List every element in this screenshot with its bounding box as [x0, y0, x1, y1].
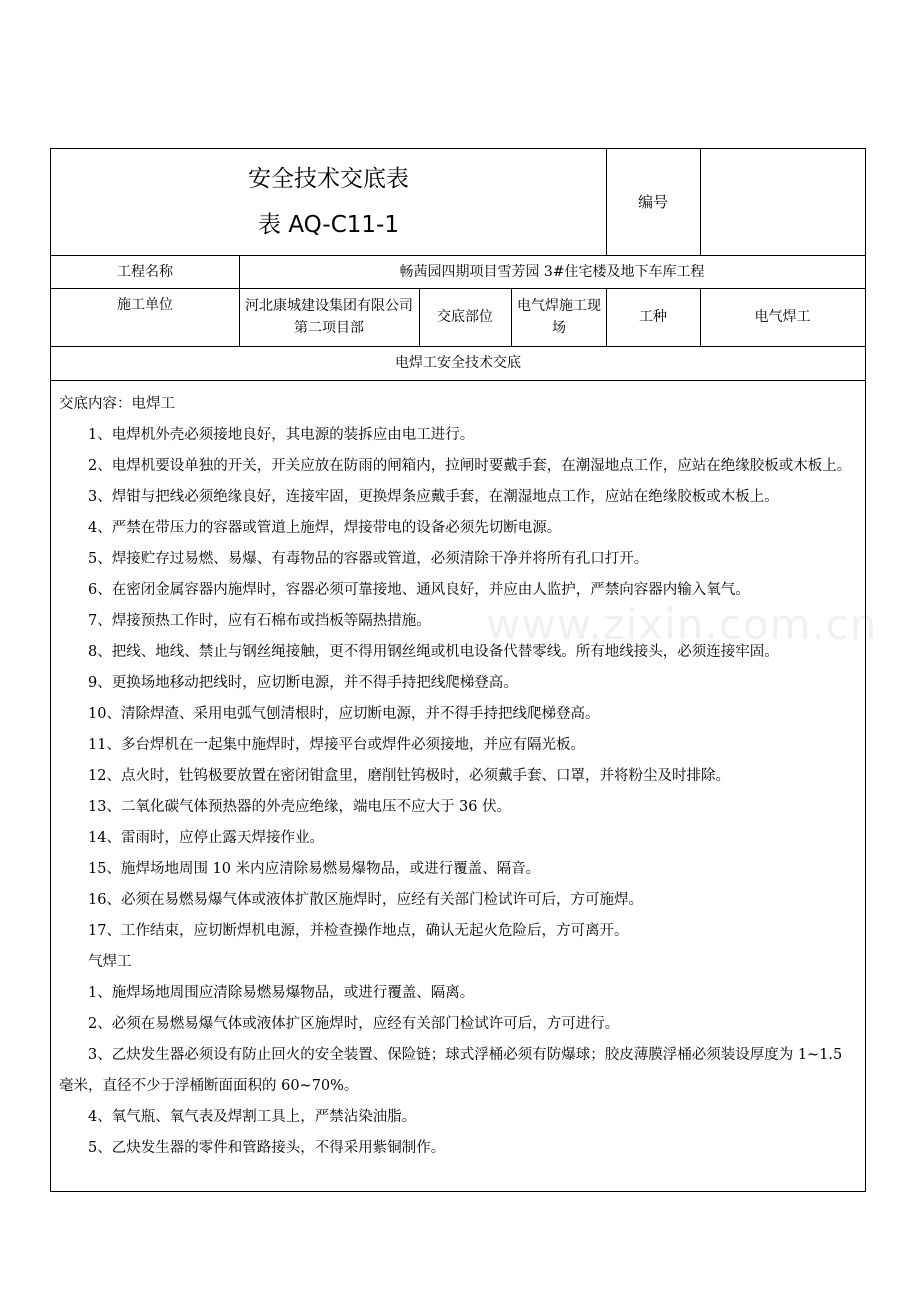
list-item: 10、清除焊渣、采用电弧气刨清根时，应切断电源，并不得手持把线爬梯登高。 — [88, 706, 600, 722]
list-item: 4、严禁在带压力的容器或管道上施焊，焊接带电的设备必须先切断电源。 — [88, 520, 562, 536]
list-item: 11、多台焊机在一起集中施焊时，焊接平台或焊件必须接地，并应有隔光板。 — [88, 737, 585, 753]
list-item: 2、电焊机要设单独的开关，开关应放在防雨的闸箱内，拉闸时要戴手套，在潮湿地点工作，应站在绝缘胶板或木板上。 — [88, 458, 852, 474]
list-item: 12、点火时，钍钨极要放置在密闭钳盒里，磨削钍钨极时，必须戴手套、口罩，并将粉尘及时排除。 — [88, 768, 730, 784]
list-item: 15、施焊场地周围 10 米内应清除易燃易爆物品，或进行覆盖、隔音。 — [88, 861, 541, 877]
trade-value: 电气焊工 — [754, 309, 811, 325]
list-item: 9、更换场地移动把线时，应切断电源，并不得手持把线爬梯登高。 — [88, 675, 518, 691]
briefing-content — [59, 389, 859, 1164]
trade-label: 工种 — [639, 309, 667, 325]
unit-value: 河北康城建设集团有限公司第二项目部 — [245, 298, 413, 336]
list-item: 4、氧气瓶、氧气表及焊割工具上，严禁沾染油脂。 — [88, 1109, 417, 1125]
project-label: 工程名称 — [117, 263, 173, 280]
list-item: 5、乙炔发生器的零件和管路接头，不得采用紫铜制作。 — [88, 1140, 446, 1156]
form-title: 安全技术交底表 — [248, 166, 409, 192]
col-divider — [511, 288, 512, 346]
list-item: 8、把线、地线、禁止与钢丝绳接触，更不得用钢丝绳或机电设备代替零线。所有地线接头，必须连接牢固。 — [88, 644, 779, 660]
number-value — [700, 149, 865, 255]
list-item: 2、必须在易燃易爆气体或液体扩区施焊时，应经有关部门检试许可后，方可进行。 — [88, 1016, 620, 1032]
list-item: 7、焊接预热工作时，应有石棉布或挡板等隔热措施。 — [88, 613, 431, 629]
gas-heading: 气焊工 — [88, 954, 132, 970]
list-item: 17、工作结束，应切断焊机电源，并检查操作地点，确认无起火危险后，方可离开。 — [88, 923, 629, 939]
unit-label: 施工单位 — [117, 297, 173, 313]
list-item: 5、焊接贮存过易燃、易爆、有毒物品的容器或管道，必须清除干净并将所有孔口打开。 — [88, 551, 649, 567]
section-title: 电焊工安全技术交底 — [395, 355, 521, 371]
part-value: 电气焊施工现场 — [517, 298, 601, 336]
form-code: 表 AQ-C11-1 — [258, 212, 399, 238]
list-item: 13、二氧化碳气体预热器的外壳应绝缘，端电压不应大于 36 伏。 — [88, 799, 512, 815]
content-intro: 交底内容：电焊工 — [59, 396, 175, 412]
list-item: 14、雷雨时，应停止露天焊接作业。 — [88, 830, 324, 846]
project-value: 畅茜园四期项目雪芳园 3#住宅楼及地下车库工程 — [399, 263, 705, 280]
list-item: 1、施焊场地周围应清除易燃易爆物品，或进行覆盖、隔离。 — [88, 985, 475, 1001]
list-item: 3、焊钳与把线必须绝缘良好，连接牢固，更换焊条应戴手套，在潮湿地点工作，应站在绝缘胶板或木板上。 — [88, 489, 779, 505]
row-divider — [51, 380, 865, 381]
list-item: 16、必须在易燃易爆气体或液体扩散区施焊时，应经有关部门检试许可后，方可施焊。 — [88, 892, 643, 908]
number-label: 编号 — [637, 193, 668, 211]
list-item: 1、电焊机外壳必须接地良好，其电源的装拆应由电工进行。 — [88, 427, 475, 443]
list-item: 6、在密闭金属容器内施焊时，容器必须可靠接地、通风良好，并应由人监护，严禁向容器内输入氧气。 — [88, 582, 750, 598]
watermark: www.zixin.com.cn — [486, 600, 878, 649]
safety-briefing-form — [50, 148, 866, 1192]
list-item: 3、乙炔发生器必须设有防止回火的安全装置、保险链；球式浮桶必须有防爆球；胶皮薄膜浮桶必须装设厚度为 1~1.5 毫米，直径不少于浮桶断面面积的 60~70%。 — [59, 1047, 843, 1094]
part-label: 交底部位 — [437, 309, 493, 325]
